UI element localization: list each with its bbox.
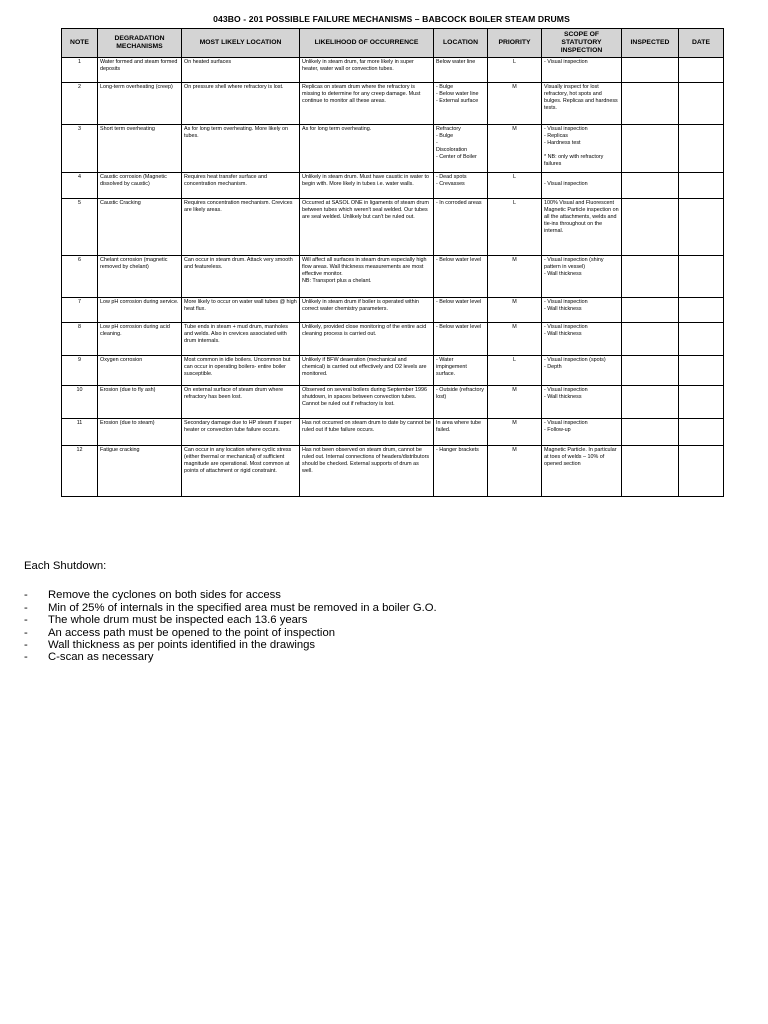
priority-cell: L bbox=[488, 199, 542, 256]
inspected-cell bbox=[622, 199, 679, 256]
note-item bbox=[24, 651, 744, 663]
most-likely-location-cell: As for long term overheating. More likely on tubes. bbox=[182, 125, 300, 173]
inspected-cell bbox=[622, 256, 679, 298]
likelihood-cell: Has not been observed on steam drum, cannot be ruled out. Internal connections of headers/distributors should be checked. External supports of drum as well. bbox=[300, 446, 434, 497]
table-row bbox=[62, 323, 724, 356]
note-cell: 6 bbox=[62, 256, 98, 298]
most-likely-location-cell: Secondary damage due to HP steam if super heater or convection tube failure occurs. bbox=[182, 419, 300, 446]
likelihood-cell: Replicas on steam drum where the refractory is missing to determine for any creep damage. Must continue to monitor all these areas. bbox=[300, 83, 434, 125]
date-cell bbox=[679, 386, 724, 419]
likelihood-cell: Unlikely in steam drum, far more likely in super heater, water wall or convection tubes. bbox=[300, 58, 434, 83]
priority-cell: L bbox=[488, 356, 542, 386]
header-likelihood-of-occurrence: LIKELIHOOD OF OCCURRENCE bbox=[300, 29, 434, 58]
table-header-row bbox=[62, 29, 724, 58]
date-cell bbox=[679, 419, 724, 446]
date-cell bbox=[679, 356, 724, 386]
mechanism-cell: Water formed and steam formed deposits bbox=[98, 58, 182, 83]
location-cell: - Bulge - Below water line - External surface bbox=[434, 83, 488, 125]
scope-cell: Magnetic Particle. In particular at toes of welds – 10% of opened section bbox=[542, 446, 622, 497]
table-row bbox=[62, 83, 724, 125]
location-cell: Below water line bbox=[434, 58, 488, 83]
scope-cell: - Visual inspection - Wall thickness bbox=[542, 323, 622, 356]
mechanism-cell: Erosion (due to fly ash) bbox=[98, 386, 182, 419]
location-cell: - Outside (refractory lost) bbox=[434, 386, 488, 419]
note-cell: 7 bbox=[62, 298, 98, 323]
inspected-cell bbox=[622, 83, 679, 125]
scope-cell: - Visual inspection - Wall thickness bbox=[542, 298, 622, 323]
location-cell: - Below water level bbox=[434, 256, 488, 298]
table-body bbox=[62, 58, 724, 497]
table-row bbox=[62, 298, 724, 323]
location-cell: - Water impingement surface. bbox=[434, 356, 488, 386]
likelihood-cell: Unlikely, provided close monitoring of the entire acid cleaning process is carried out. bbox=[300, 323, 434, 356]
failure-mechanisms-table bbox=[61, 28, 724, 497]
note-cell: 5 bbox=[62, 199, 98, 256]
mechanism-cell: Chelant corrosion (magnetic removed by chelant) bbox=[98, 256, 182, 298]
most-likely-location-cell: On external surface of steam drum where refractory has been lost. bbox=[182, 386, 300, 419]
note-bullet: - bbox=[24, 589, 28, 602]
location-cell: In area where tube failed. bbox=[434, 419, 488, 446]
mechanism-cell: Caustic Cracking bbox=[98, 199, 182, 256]
location-cell: Refractory - Bulge - Discoloration - Center of Boiler bbox=[434, 125, 488, 173]
mechanism-cell: Caustic corrosion (Magnetic dissolved by caustic) bbox=[98, 173, 182, 199]
header-date: DATE bbox=[679, 29, 724, 58]
header-scope-of-statutory-inspection: SCOPE OF STATUTORY INSPECTION bbox=[542, 29, 622, 58]
date-cell bbox=[679, 446, 724, 497]
note-cell: 1 bbox=[62, 58, 98, 83]
location-cell: - Dead spots - Crevasses bbox=[434, 173, 488, 199]
note-cell: 9 bbox=[62, 356, 98, 386]
mechanism-cell: Fatigue cracking bbox=[98, 446, 182, 497]
header-note: NOTE bbox=[62, 29, 98, 58]
likelihood-cell: Unlikely in steam drum if boiler is operated within correct water chemistry parameters. bbox=[300, 298, 434, 323]
likelihood-cell: Observed on several boilers during September 1996 shutdown, in spaces between convection tubes. Cannot be ruled out if refractory is lost. bbox=[300, 386, 434, 419]
note-bullet: - bbox=[24, 614, 28, 627]
likelihood-cell: Unlikely in steam drum. Must have caustic in water to begin with. More likely in tubes i.e. water walls. bbox=[300, 173, 434, 199]
date-cell bbox=[679, 199, 724, 256]
priority-cell: L bbox=[488, 58, 542, 83]
priority-cell: M bbox=[488, 256, 542, 298]
mechanism-cell: Low pH corrosion during acid cleaning. bbox=[98, 323, 182, 356]
most-likely-location-cell: Can occur in steam drum. Attack very smooth and featureless. bbox=[182, 256, 300, 298]
note-bullet: - bbox=[24, 626, 28, 639]
note-text: C-scan as necessary bbox=[48, 651, 154, 664]
scope-cell: 100% Visual and Fluorescent Magnetic Particle inspection on all the attachments, welds and tie-ins throughout on the internal. bbox=[542, 199, 622, 256]
header-priority: PRIORITY bbox=[488, 29, 542, 58]
note-cell: 11 bbox=[62, 419, 98, 446]
table-row bbox=[62, 356, 724, 386]
note-text: An access path must be opened to the point of inspection bbox=[48, 626, 336, 639]
priority-cell: M bbox=[488, 83, 542, 125]
inspected-cell bbox=[622, 419, 679, 446]
most-likely-location-cell: Requires concentration mechanism. Crevices are likely areas. bbox=[182, 199, 300, 256]
priority-cell: M bbox=[488, 386, 542, 419]
scope-cell: Visually inspect for lost refractory, hot spots and bulges. Replicas and hardness tests. bbox=[542, 83, 622, 125]
most-likely-location-cell: Tube ends in steam + mud drum, manholes and welds. Also in crevices associated with drum internals. bbox=[182, 323, 300, 356]
note-bullet: - bbox=[24, 651, 28, 664]
date-cell bbox=[679, 323, 724, 356]
table-row bbox=[62, 173, 724, 199]
header-inspected: INSPECTED bbox=[622, 29, 679, 58]
scope-cell: - Visual inspection - Follow-up bbox=[542, 419, 622, 446]
inspected-cell bbox=[622, 323, 679, 356]
note-cell: 2 bbox=[62, 83, 98, 125]
note-item bbox=[24, 602, 744, 614]
scope-cell: - Visual inspection bbox=[542, 58, 622, 83]
inspected-cell bbox=[622, 386, 679, 419]
note-text: Remove the cyclones on both sides for access bbox=[48, 589, 281, 602]
date-cell bbox=[679, 173, 724, 199]
inspected-cell bbox=[622, 446, 679, 497]
most-likely-location-cell: Requires heat transfer surface and concentration mechanism. bbox=[182, 173, 300, 199]
inspected-cell bbox=[622, 298, 679, 323]
most-likely-location-cell: Most common in idle boilers. Uncommon but can occur in operating boilers- entire boiler susceptible. bbox=[182, 356, 300, 386]
note-bullet: - bbox=[24, 639, 28, 652]
inspected-cell bbox=[622, 356, 679, 386]
scope-cell: - Visual inspection (spots) - Depth bbox=[542, 356, 622, 386]
date-cell bbox=[679, 58, 724, 83]
mechanism-cell: Oxygen corrosion bbox=[98, 356, 182, 386]
date-cell bbox=[679, 125, 724, 173]
note-item bbox=[24, 627, 744, 639]
priority-cell: M bbox=[488, 323, 542, 356]
table-row bbox=[62, 58, 724, 83]
most-likely-location-cell: Can occur in any location where cyclic stress (either thermal or mechanical) of sufficient magnitude are operational. Most common at points of attachment or rigid constraint. bbox=[182, 446, 300, 497]
location-cell: - Below water level bbox=[434, 298, 488, 323]
most-likely-location-cell: More likely to occur on water wall tubes @ high heat flux. bbox=[182, 298, 300, 323]
priority-cell: M bbox=[488, 298, 542, 323]
location-cell: - In corroded areas bbox=[434, 199, 488, 256]
notes-list bbox=[24, 589, 744, 663]
note-item bbox=[24, 614, 744, 626]
mechanism-cell: Short term overheating bbox=[98, 125, 182, 173]
inspected-cell bbox=[622, 173, 679, 199]
likelihood-cell: Unlikely if BFW deaeration (mechanical and chemical) is carried out effectively and O2 levels are monitored. bbox=[300, 356, 434, 386]
note-cell: 3 bbox=[62, 125, 98, 173]
header-location: LOCATION bbox=[434, 29, 488, 58]
note-cell: 4 bbox=[62, 173, 98, 199]
mechanism-cell: Low pH corrosion during service. bbox=[98, 298, 182, 323]
priority-cell: L bbox=[488, 173, 542, 199]
most-likely-location-cell: On heated surfaces bbox=[182, 58, 300, 83]
location-cell: - Below water level bbox=[434, 323, 488, 356]
table-row bbox=[62, 256, 724, 298]
header-degradation-mechanisms: DEGRADATION MECHANISMS bbox=[98, 29, 182, 58]
mechanism-cell: Long-term overheating (creep) bbox=[98, 83, 182, 125]
document-title: 043BO - 201 POSSIBLE FAILURE MECHANISMS – BABCOCK BOILER STEAM DRUMS bbox=[213, 14, 570, 24]
location-cell: - Hanger brackets bbox=[434, 446, 488, 497]
priority-cell: M bbox=[488, 419, 542, 446]
note-text: Wall thickness as per points identified in the drawings bbox=[48, 639, 316, 652]
table-row bbox=[62, 419, 724, 446]
date-cell bbox=[679, 256, 724, 298]
scope-cell: - Visual inspection - Replicas - Hardness test * NB: only with refractory failures bbox=[542, 125, 622, 173]
priority-cell: M bbox=[488, 125, 542, 173]
date-cell bbox=[679, 298, 724, 323]
shutdown-notes bbox=[24, 560, 744, 664]
likelihood-cell: As for long term overheating. bbox=[300, 125, 434, 173]
likelihood-cell: Occurred at SASOL ONE in ligaments of steam drum between tubes which weren't seal welded. Our tubes are seal welded. Unlikely but can't be ruled out. bbox=[300, 199, 434, 256]
table-row bbox=[62, 125, 724, 173]
likelihood-cell: Will affect all surfaces in steam drum especially high flow areas. Wall thickness measurements are most effective monitor. NB: Transport plus a chelant. bbox=[300, 256, 434, 298]
table-row bbox=[62, 446, 724, 497]
inspected-cell bbox=[622, 58, 679, 83]
note-cell: 10 bbox=[62, 386, 98, 419]
inspected-cell bbox=[622, 125, 679, 173]
note-cell: 12 bbox=[62, 446, 98, 497]
most-likely-location-cell: On pressure shell where refractory is lost. bbox=[182, 83, 300, 125]
scope-cell: - Visual inspection - Wall thickness bbox=[542, 386, 622, 419]
notes-heading: Each Shutdown: bbox=[24, 560, 107, 572]
mechanism-cell: Erosion (due to steam) bbox=[98, 419, 182, 446]
note-item bbox=[24, 639, 744, 651]
date-cell bbox=[679, 83, 724, 125]
header-most-likely-location: MOST LIKELY LOCATION bbox=[182, 29, 300, 58]
table-row bbox=[62, 386, 724, 419]
note-bullet: - bbox=[24, 601, 28, 614]
note-text: Min of 25% of internals in the specified area must be removed in a boiler G.O. bbox=[48, 601, 437, 614]
note-text: The whole drum must be inspected each 13.6 years bbox=[48, 614, 308, 627]
note-cell: 8 bbox=[62, 323, 98, 356]
scope-cell: - Visual inspection bbox=[542, 173, 622, 199]
table-row bbox=[62, 199, 724, 256]
likelihood-cell: Has not occurred on steam drum to date by cannot be ruled out if tube failure occurs. bbox=[300, 419, 434, 446]
priority-cell: M bbox=[488, 446, 542, 497]
scope-cell: - Visual inspection (shiny pattern in vessel) - Wall thickness bbox=[542, 256, 622, 298]
note-item bbox=[24, 589, 744, 601]
